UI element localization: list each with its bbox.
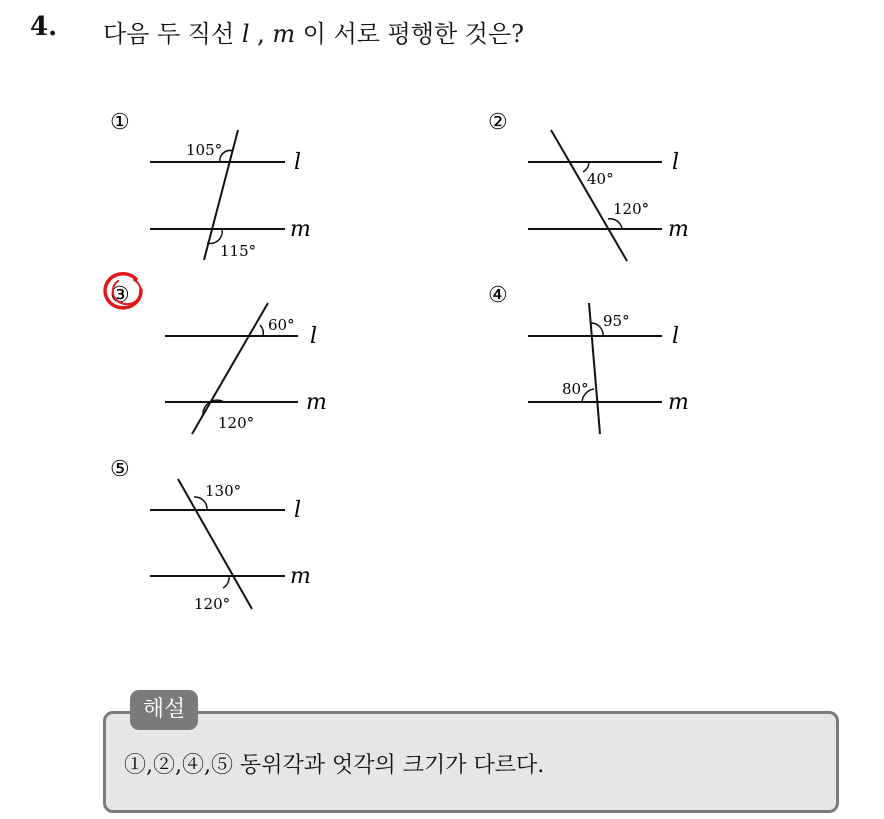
question-text-before: 다음 두 직선 xyxy=(103,20,242,48)
explanation-text: ①,②,④,⑤ 동위각과 엇각의 크기가 다르다. xyxy=(124,753,545,778)
figure-4 xyxy=(528,303,662,434)
var-l: l xyxy=(241,20,250,48)
figure-3-angle-top: 60° xyxy=(268,316,295,334)
figure-1-angle-bottom: 115° xyxy=(220,242,257,260)
figure-2-arc-bottom xyxy=(608,219,622,229)
question-sep: , xyxy=(249,20,273,48)
explanation-tab: 해설 xyxy=(130,690,198,730)
figure-2-label-m: m xyxy=(668,217,689,242)
figure-3-label-l: l xyxy=(310,324,318,349)
figure-2-angle-bottom: 120° xyxy=(613,200,650,218)
option-5-number[interactable]: ⑤ xyxy=(110,457,130,482)
figure-5-angle-top: 130° xyxy=(205,482,242,500)
figure-4-label-l: l xyxy=(672,324,680,349)
figure-3-label-m: m xyxy=(306,390,327,415)
figure-4-angle-bottom: 80° xyxy=(562,380,589,398)
figure-5-angle-bottom: 120° xyxy=(194,595,231,613)
option-4-number[interactable]: ④ xyxy=(488,283,508,308)
figure-3-angle-bottom: 120° xyxy=(218,414,255,432)
question-text-after: 이 서로 평행한 것은? xyxy=(295,20,525,48)
figure-2-transversal xyxy=(551,130,627,261)
figure-1-label-m: m xyxy=(290,217,311,242)
var-m: m xyxy=(272,20,296,48)
option-3-number[interactable]: ③ xyxy=(110,283,130,308)
option-1-number[interactable]: ① xyxy=(110,110,130,135)
figure-2 xyxy=(528,130,662,261)
option-2-number[interactable]: ② xyxy=(488,110,508,135)
figure-4-angle-top: 95° xyxy=(603,312,630,330)
figure-5-arc-bottom xyxy=(223,576,229,588)
figure-5-label-l: l xyxy=(294,498,302,523)
question-number: 4. xyxy=(30,12,58,42)
figure-1-label-l: l xyxy=(294,150,302,175)
explanation-box xyxy=(103,711,839,813)
figure-2-label-l: l xyxy=(672,150,680,175)
figure-1-angle-top: 105° xyxy=(186,141,223,159)
figure-2-angle-top: 40° xyxy=(587,170,614,188)
figure-3-arc-top xyxy=(260,325,263,336)
figure-4-label-m: m xyxy=(668,390,689,415)
figure-5-label-m: m xyxy=(290,564,311,589)
